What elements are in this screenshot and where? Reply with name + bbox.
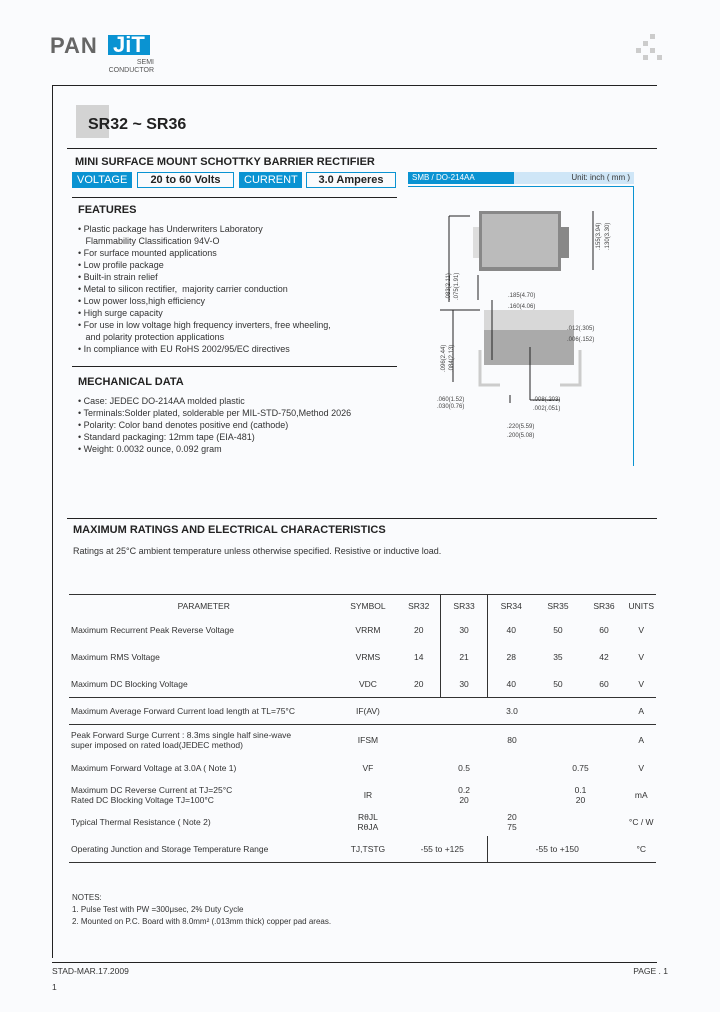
value-cell: 50 xyxy=(553,625,563,635)
param-cell: Maximum DC Blocking Voltage xyxy=(71,678,188,689)
header-sr35: SR35 xyxy=(534,595,581,617)
value-cell: 50 xyxy=(553,678,563,689)
value-cell: 0.1 20 xyxy=(574,785,587,805)
unit-cell: V xyxy=(638,652,645,662)
unit-cell: V xyxy=(638,763,645,773)
header-sr32: SR32 xyxy=(397,595,440,617)
divider xyxy=(72,197,397,198)
header-sr36: SR36 xyxy=(581,595,626,617)
unit-cell: A xyxy=(627,698,657,725)
current-label: CURRENT xyxy=(239,172,302,188)
ratings-table xyxy=(69,594,656,863)
list-item: • Polarity: Color band denotes positive end (cathode) xyxy=(78,420,289,430)
list-item: • Low power loss,high efficiency xyxy=(78,296,206,306)
symbol-cell: TJ,TSTG xyxy=(350,843,386,854)
unit-cell: mA xyxy=(634,790,648,800)
list-item: • Plastic package has Underwriters Laboratory xyxy=(78,224,263,234)
list-item: • For surface mounted applications xyxy=(78,248,217,258)
dimension-label: .060(1.52) xyxy=(437,397,465,403)
value-cell: 14 xyxy=(414,652,424,662)
list-item: • High surge capacity xyxy=(78,308,163,318)
table-row xyxy=(69,836,656,863)
param-cell: Maximum Forward Voltage at 3.0A ( Note 1) xyxy=(71,763,237,773)
value-cell: -55 to +150 xyxy=(488,836,627,863)
dimension-label: .220(5.59) xyxy=(507,424,535,430)
dimension-label: .083(2.11) xyxy=(446,273,452,300)
ratings-title: MAXIMUM RATINGS AND ELECTRICAL CHARACTERISTICS xyxy=(73,524,386,536)
value-cell: 20 xyxy=(414,625,424,635)
table-header-row xyxy=(69,595,656,617)
package-name: SMB / DO-214AA xyxy=(408,172,514,184)
list-item: and polarity protection applications xyxy=(78,332,225,342)
header-units: UNITS xyxy=(627,595,657,617)
value-cell: 0.2 20 xyxy=(458,785,470,805)
dimension-label: .006(.152) xyxy=(567,337,595,343)
param-cell: Maximum Recurrent Peak Reverse Voltage xyxy=(71,625,234,635)
param-cell: Operating Junction and Storage Temperature Range xyxy=(71,843,269,854)
list-item: • Weight: 0.0032 ounce, 0.092 gram xyxy=(78,444,222,454)
table-row xyxy=(69,644,656,671)
header-parameter: PARAMETER xyxy=(69,595,338,617)
value-cell: 60 xyxy=(599,625,609,635)
divider xyxy=(67,148,657,149)
value-cell: 30 xyxy=(441,671,488,698)
divider xyxy=(52,962,657,963)
dimension-label: .012(.305) xyxy=(567,326,595,332)
current-value: 3.0 Amperes xyxy=(306,172,396,188)
divider xyxy=(67,518,657,519)
list-item: • Low profile package xyxy=(78,260,164,270)
symbol-cell: RθJL RθJA xyxy=(357,812,379,832)
unit-cell: °C / W xyxy=(628,817,654,827)
list-item: Flammability Classification 94V-O xyxy=(78,236,220,246)
mechanical-list xyxy=(78,395,351,455)
logo-pan: PAN xyxy=(50,33,98,58)
table-row xyxy=(69,725,656,755)
header-symbol: SYMBOL xyxy=(338,595,397,617)
divider xyxy=(408,186,634,187)
divider xyxy=(633,186,634,466)
table-row xyxy=(69,782,656,809)
unit-cell: A xyxy=(627,725,657,755)
symbol-cell: IR xyxy=(363,790,373,800)
value-cell: 80 xyxy=(397,725,626,755)
footer-date: STAD-MAR.17.2009 xyxy=(52,966,129,976)
voltage-value: 20 to 60 Volts xyxy=(137,172,234,188)
voltage-label: VOLTAGE xyxy=(72,172,132,188)
features-list xyxy=(78,223,331,355)
table-row xyxy=(69,617,656,644)
dimension-label: .155(3.94) xyxy=(596,222,602,250)
page-number: PAGE . 1 xyxy=(633,966,668,976)
divider xyxy=(72,366,397,367)
symbol-cell: VRRM xyxy=(355,625,381,635)
symbol-cell: IFSM xyxy=(338,725,397,755)
subtitle: MINI SURFACE MOUNT SCHOTTKY BARRIER RECTIFIER xyxy=(75,156,375,168)
value-cell: 28 xyxy=(488,644,535,671)
table-row xyxy=(69,809,656,836)
symbol-cell: IF(AV) xyxy=(338,698,397,725)
header-sr33: SR33 xyxy=(441,595,488,617)
page-index: 1 xyxy=(52,982,57,992)
corner-dots-decoration xyxy=(630,34,660,64)
value-cell: 0.75 xyxy=(572,763,589,773)
header-sr34: SR34 xyxy=(488,595,535,617)
dimension-label: .185(4.70) xyxy=(508,293,536,299)
dimension-label: .096(2.44) xyxy=(441,344,447,372)
ratings-note: Ratings at 25°C ambient temperature unless otherwise specified. Resistive or inductive load. xyxy=(73,546,442,556)
logo-subtitle: SEMI CONDUCTOR xyxy=(108,59,154,74)
dimension-label: .084(2.13) xyxy=(449,344,455,372)
param-cell: Typical Thermal Resistance ( Note 2) xyxy=(71,817,211,827)
value-cell: 20 xyxy=(414,678,424,689)
list-item: • Built-in strain relief xyxy=(78,272,158,282)
value-cell: 60 xyxy=(599,678,609,689)
dimension-label: .002(.051) xyxy=(533,406,561,412)
mechanical-heading: MECHANICAL DATA xyxy=(78,376,184,388)
symbol-cell: VRMS xyxy=(355,652,381,662)
dimension-label: .130(3.30) xyxy=(605,222,611,250)
value-cell: 40 xyxy=(488,671,535,698)
page-title: SR32 ~ SR36 xyxy=(88,116,187,133)
dimension-label: .008(.203) xyxy=(533,397,561,403)
value-cell: -55 to +125 xyxy=(420,843,464,854)
logo-jit: JiT xyxy=(108,35,150,55)
package-header xyxy=(408,172,634,184)
value-cell: 21 xyxy=(441,644,488,671)
dimension-label: .030(0.76) xyxy=(437,404,465,410)
features-heading: FEATURES xyxy=(78,204,137,216)
unit-cell: V xyxy=(638,625,645,635)
dimension-label: .075(1.91) xyxy=(454,272,460,300)
param-cell: Maximum RMS Voltage xyxy=(71,652,160,662)
table-row xyxy=(69,755,656,782)
list-item: • Metal to silicon rectifier, majority carrier conduction xyxy=(78,284,288,294)
param-cell: Peak Forward Surge Current : 8.3ms single half sine-wave super imposed on rated load(JEDEC method) xyxy=(69,725,338,755)
value-cell: 42 xyxy=(599,652,609,662)
symbol-cell: VF xyxy=(362,763,374,773)
param-cell: Maximum Average Forward Current load length at TL=75°C xyxy=(69,698,338,725)
value-cell: 30 xyxy=(441,617,488,644)
value-cell: 20 75 xyxy=(507,812,517,832)
package-units: Unit: inch ( mm ) xyxy=(571,173,630,182)
list-item: • Terminals:Solder plated, solderable per MIL-STD-750,Method 2026 xyxy=(78,408,352,418)
list-item: • Standard packaging: 12mm tape (EIA-481) xyxy=(78,432,255,442)
list-item: • For use in low voltage high frequency inverters, free wheeling, xyxy=(78,320,331,330)
value-cell: 40 xyxy=(488,617,535,644)
symbol-cell: VDC xyxy=(358,678,377,689)
list-item: • Case: JEDEC DO-214AA molded plastic xyxy=(78,396,245,406)
dimension-label: .200(5.08) xyxy=(507,433,535,439)
value-cell: 35 xyxy=(553,652,563,662)
param-cell: Maximum DC Reverse Current at TJ=25°C Rated DC Blocking Voltage TJ=100°C xyxy=(71,785,233,805)
unit-cell: V xyxy=(638,678,645,689)
list-item: • In compliance with EU RoHS 2002/95/EC directives xyxy=(78,344,290,354)
notes: NOTES: 1. Pulse Test with PW =300μsec, 2% Duty Cycle 2. Mounted on P.C. Board with 8.0mm² (.013mm thick) copper pad areas. xyxy=(72,893,332,926)
table-row xyxy=(69,671,656,698)
unit-cell: °C xyxy=(636,843,647,854)
table-row xyxy=(69,698,656,725)
value-cell: 0.5 xyxy=(458,763,470,773)
value-cell: 3.0 xyxy=(397,698,626,725)
dimension-label: .160(4.06) xyxy=(508,304,536,310)
